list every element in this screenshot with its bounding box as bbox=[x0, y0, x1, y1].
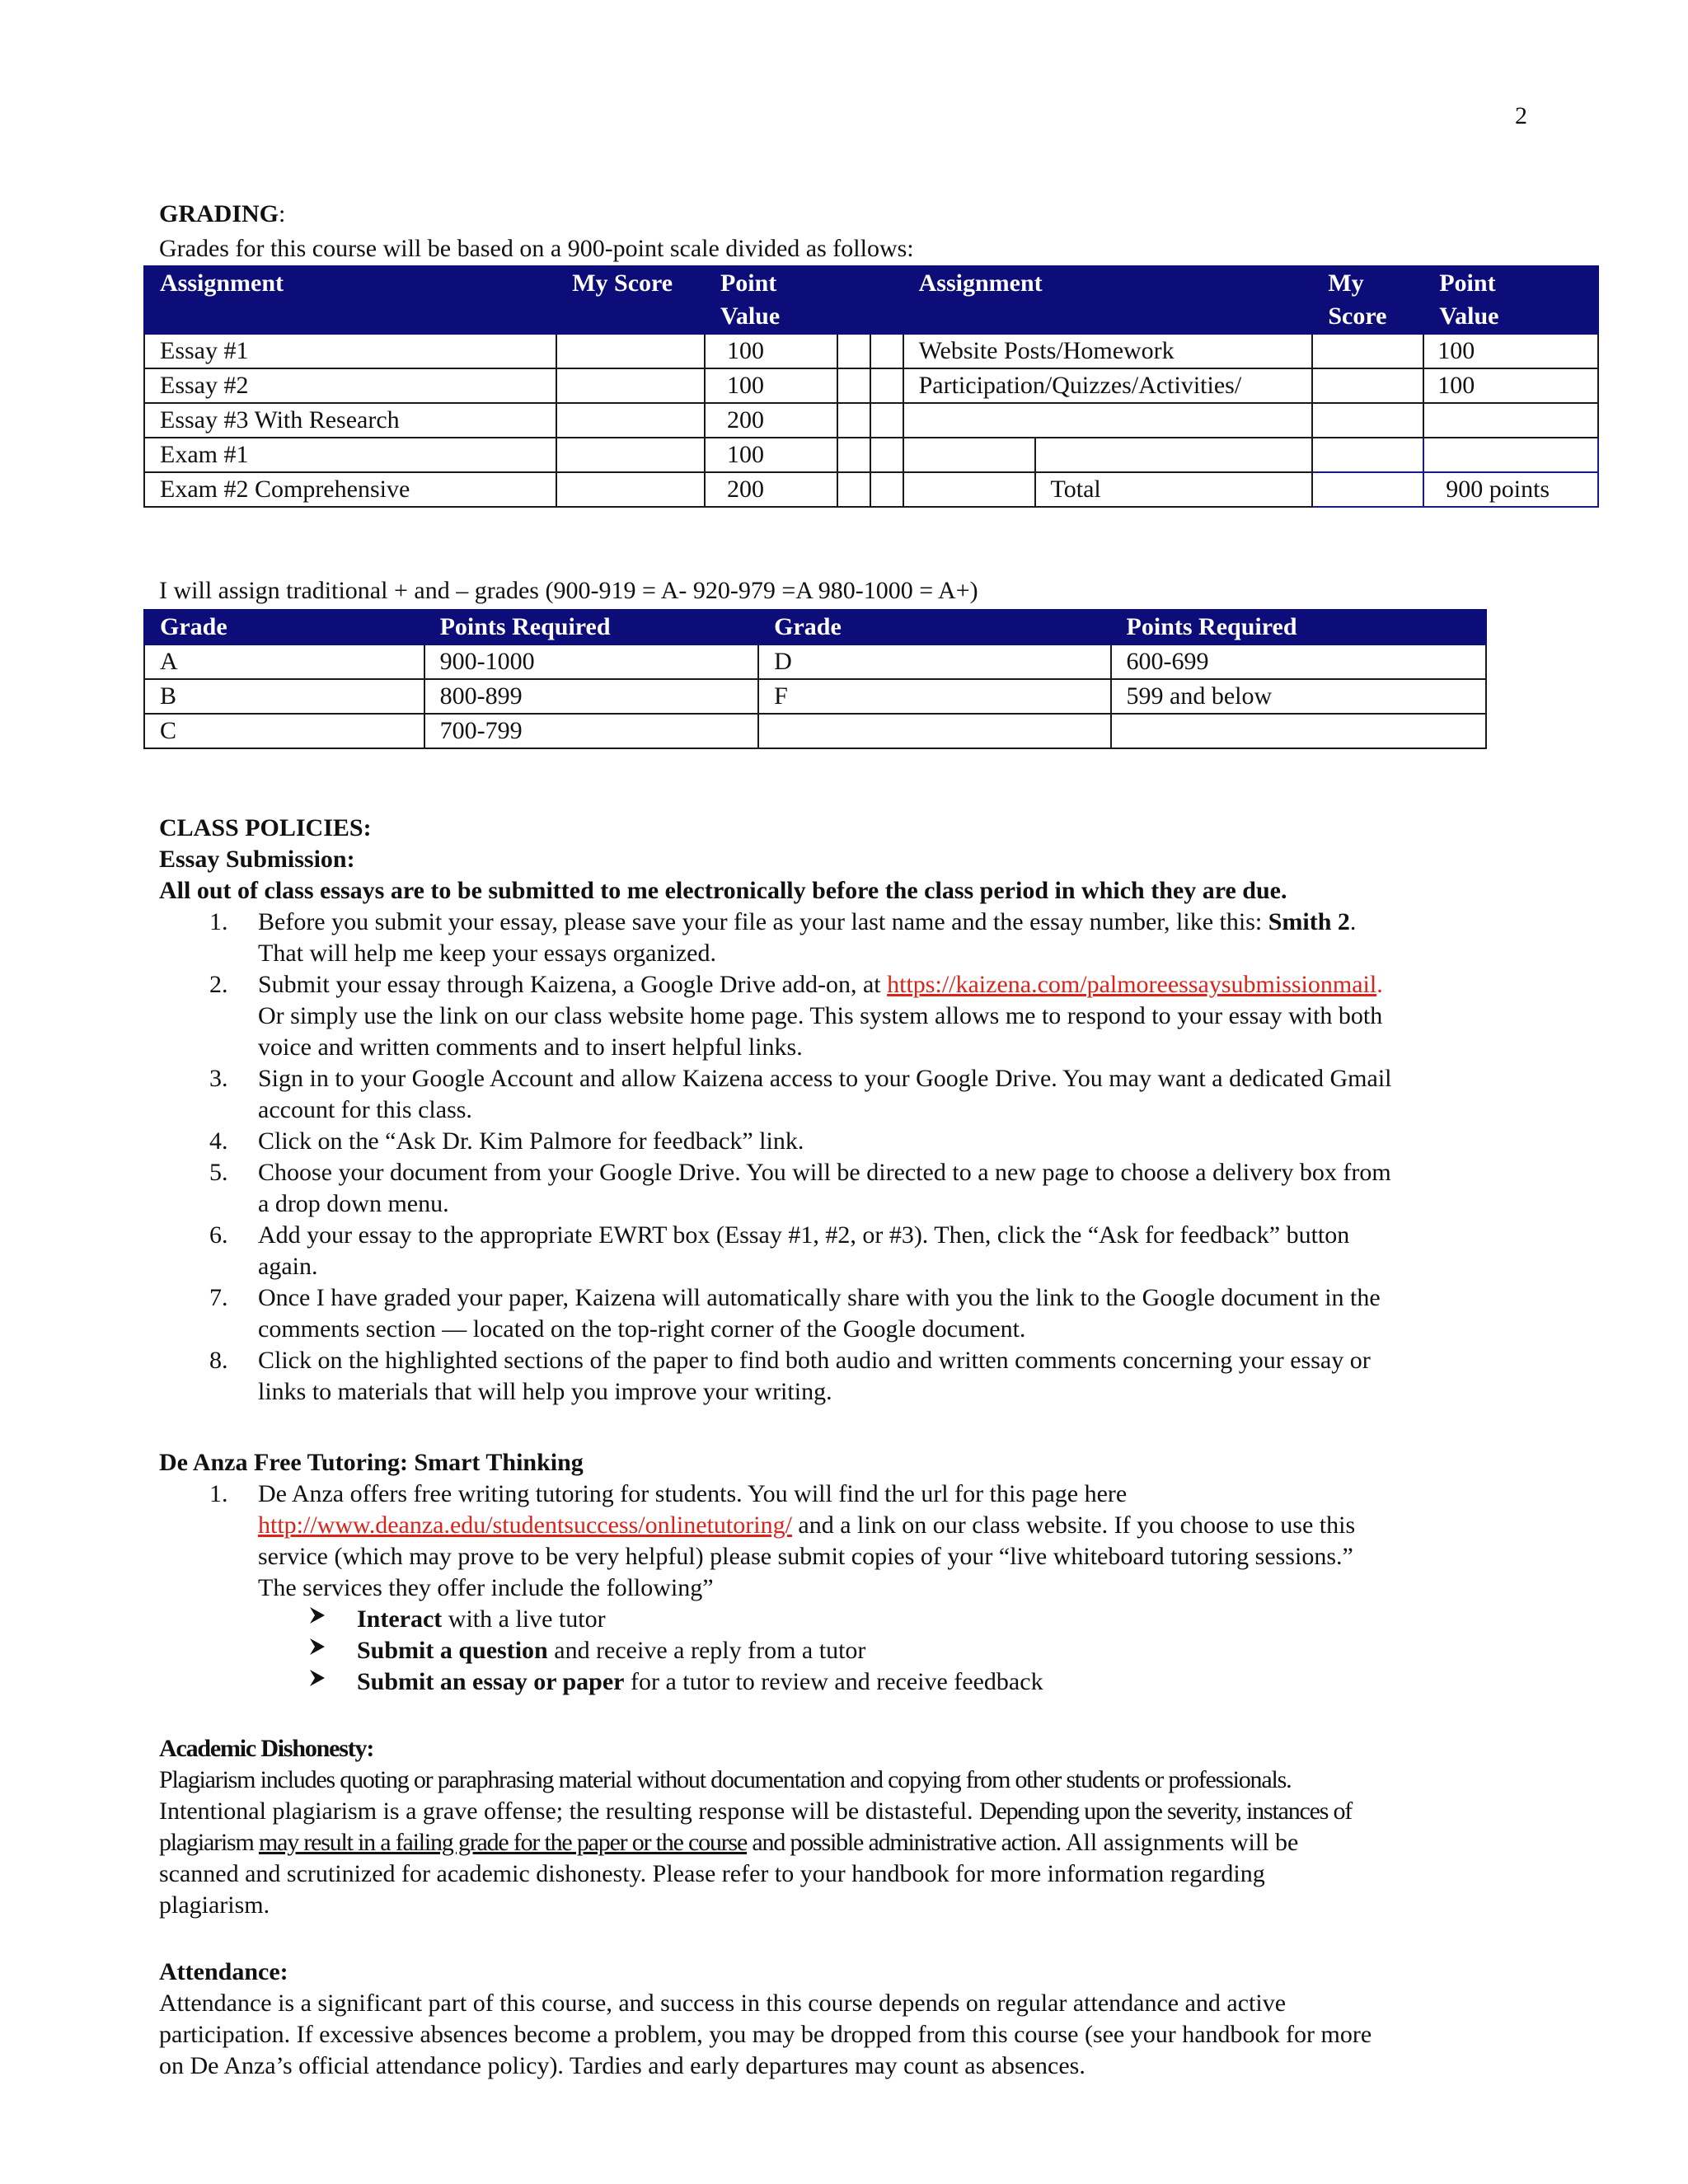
step-text: Add your essay to the appropriate EWRT box (Essay #1, #2, or #3). Then, click the “Ask for feedback” button bbox=[258, 1221, 1350, 1249]
my-score-cell bbox=[556, 403, 705, 438]
table-row bbox=[144, 334, 1598, 368]
header-points-required-2: Points Required bbox=[1111, 610, 1486, 644]
grading-table bbox=[143, 265, 1599, 508]
points-cell-2: 100 bbox=[1423, 368, 1598, 403]
header-score: Score bbox=[1328, 302, 1387, 330]
grading-intro: Grades for this course will be based on a 900-point scale divided as follows: bbox=[159, 235, 914, 262]
my-score-cell-2 bbox=[1312, 368, 1423, 403]
bullet-rest: for a tutor to review and receive feedback bbox=[624, 1668, 1043, 1695]
step-number: 3. bbox=[209, 1065, 228, 1092]
total-label: Total bbox=[1035, 472, 1313, 507]
grade-scale-table bbox=[143, 609, 1487, 749]
grading-heading-line bbox=[159, 199, 285, 230]
bullet-text bbox=[357, 1666, 1043, 1698]
bullet-bold: Interact bbox=[357, 1605, 443, 1633]
attendance-line: participation. If excessive absences become a problem, you may be dropped from this course (see your handbook for more bbox=[159, 2021, 1372, 2048]
tutoring-text-b: and a link on our class website. If you choose to use this bbox=[791, 1511, 1356, 1539]
my-score-cell-2 bbox=[1312, 334, 1423, 368]
table-row bbox=[144, 403, 1598, 438]
header-value: Value bbox=[720, 302, 781, 330]
table-row bbox=[144, 438, 1598, 472]
bullet-text bbox=[357, 1635, 865, 1666]
spacer-cell bbox=[837, 438, 870, 472]
header-point: Point bbox=[720, 269, 777, 297]
bullet-text bbox=[357, 1604, 606, 1635]
step-text-line: That will help me keep your essays organized. bbox=[258, 940, 716, 967]
bullet-bold: Submit a question bbox=[357, 1637, 548, 1664]
points-cell-2: 599 and below bbox=[1111, 679, 1486, 714]
policies-heading: CLASS POLICIES: bbox=[159, 814, 372, 841]
dishonesty-line: scanned and scrutinized for academic dishonesty. Please refer to your handbook for more information regarding bbox=[159, 1860, 1265, 1887]
step-number: 2. bbox=[209, 971, 228, 998]
header-spacer-1 bbox=[837, 266, 870, 334]
my-score-cell-2 bbox=[1312, 472, 1423, 507]
tutoring-text-line bbox=[258, 1510, 1355, 1541]
step-text-a: Before you submit your essay, please save your file as your last name and the essay number, like this: bbox=[258, 908, 1268, 935]
dishonesty-heading: Academic Dishonesty: bbox=[159, 1735, 374, 1762]
scale-intro: I will assign traditional + and – grades (900-919 = A- 920-979 =A 980-1000 = A+) bbox=[159, 577, 978, 604]
grading-heading: GRADING bbox=[159, 200, 279, 227]
step-text-bold: Smith 2 bbox=[1268, 908, 1350, 935]
step-number: 6. bbox=[209, 1221, 228, 1249]
step-text: Choose your document from your Google Drive. You will be directed to a new page to choose a delivery box from bbox=[258, 1159, 1391, 1186]
step-text-line: Or simply use the link on our class website home page. This system allows me to respond to your essay with both bbox=[258, 1002, 1383, 1029]
attendance-line: Attendance is a significant part of this course, and success in this course depends on regular attendance and active bbox=[159, 1990, 1287, 2017]
arrowhead-bullet-icon bbox=[308, 1635, 326, 1666]
step-text: Click on the “Ask Dr. Kim Palmore for feedback” link. bbox=[258, 1127, 804, 1155]
dishonesty-line: Plagiarism includes quoting or paraphrasing material without documentation and copying from other students or professionals. bbox=[159, 1766, 1292, 1793]
table-row bbox=[144, 472, 1598, 507]
header-point-value bbox=[705, 266, 837, 334]
bullet-bold: Submit an essay or paper bbox=[357, 1668, 625, 1695]
step-number: 7. bbox=[209, 1284, 228, 1311]
points-cell-2 bbox=[1423, 403, 1598, 438]
assignment-cell-2: Website Posts/Homework bbox=[903, 334, 1313, 368]
my-score-cell bbox=[556, 334, 705, 368]
step-number: 5. bbox=[209, 1159, 228, 1186]
assignment-cell-2a bbox=[903, 472, 1035, 507]
step-text bbox=[258, 907, 1356, 938]
my-score-cell-2 bbox=[1312, 438, 1423, 472]
step-text-line: again. bbox=[258, 1253, 318, 1280]
spacer-cell bbox=[870, 368, 903, 403]
step-number: 1. bbox=[209, 908, 228, 935]
header-assignment-2: Assignment bbox=[903, 266, 1313, 334]
table-row bbox=[144, 644, 1486, 679]
points-cell: 900-1000 bbox=[424, 644, 759, 679]
table-row bbox=[144, 714, 1486, 748]
points-cell: 200 bbox=[705, 403, 837, 438]
dishonesty-text-a: Intentional plagiarism is a grave offense; the resulting response will be distasteful. bbox=[159, 1797, 980, 1825]
header-assignment: Assignment bbox=[144, 266, 556, 334]
points-cell-2 bbox=[1111, 714, 1486, 748]
grade-cell-2 bbox=[758, 714, 1110, 748]
tutoring-text-line: service (which may prove to be very helpful) please submit copies of your “live whiteboard tutoring sessions.” bbox=[258, 1543, 1353, 1570]
spacer-cell bbox=[837, 334, 870, 368]
step-text-a: Submit your essay through Kaizena, a Google Drive add-on, at bbox=[258, 971, 888, 998]
total-value: 900 points bbox=[1423, 472, 1598, 507]
spacer-cell bbox=[837, 403, 870, 438]
assignment-cell-2: Participation/Quizzes/Activities/ bbox=[903, 368, 1313, 403]
submission-lead: All out of class essays are to be submitted to me electronically before the class period in which they are due. bbox=[159, 877, 1287, 904]
page-number: 2 bbox=[1515, 102, 1527, 129]
dishonesty-line: plagiarism. bbox=[159, 1891, 270, 1919]
spacer-cell bbox=[870, 403, 903, 438]
bullet-rest: with a live tutor bbox=[442, 1605, 606, 1633]
step-text-line: links to materials that will help you improve your writing. bbox=[258, 1378, 832, 1405]
spacer-cell bbox=[837, 368, 870, 403]
step-text-line: a drop down menu. bbox=[258, 1190, 449, 1217]
assignment-cell-2b bbox=[1035, 438, 1313, 472]
points-cell: 700-799 bbox=[424, 714, 759, 748]
my-score-cell bbox=[556, 472, 705, 507]
points-cell: 800-899 bbox=[424, 679, 759, 714]
grade-cell: A bbox=[144, 644, 424, 679]
dishonesty-text-d: All assignments will be bbox=[1060, 1829, 1299, 1856]
header-spacer-2 bbox=[870, 266, 903, 334]
tutoring-text-line: The services they offer include the following” bbox=[258, 1574, 714, 1601]
arrowhead-bullet-icon bbox=[308, 1604, 326, 1635]
dishonesty-text-a: plagiarism bbox=[159, 1829, 259, 1856]
dishonesty-line bbox=[159, 1796, 1352, 1827]
my-score-cell bbox=[556, 368, 705, 403]
step-text: Sign in to your Google Account and allow Kaizena access to your Google Drive. You may want a dedicated Gmail bbox=[258, 1065, 1392, 1092]
step-text-line: voice and written comments and to insert helpful links. bbox=[258, 1033, 803, 1061]
grade-cell-2: F bbox=[758, 679, 1110, 714]
attendance-line: on De Anza’s official attendance policy). Tardies and early departures may count as absences. bbox=[159, 2052, 1085, 2079]
points-cell: 100 bbox=[705, 438, 837, 472]
step-text-c: . bbox=[1376, 971, 1383, 998]
header-value-2: Value bbox=[1439, 302, 1499, 330]
step-number: 8. bbox=[209, 1347, 228, 1374]
kaizena-link[interactable]: https://kaizena.com/palmoreessaysubmissionmail bbox=[887, 971, 1377, 998]
points-cell: 100 bbox=[705, 334, 837, 368]
spacer-cell bbox=[870, 438, 903, 472]
assignment-cell: Essay #2 bbox=[144, 368, 556, 403]
attendance-heading: Attendance: bbox=[159, 1958, 288, 1985]
header-grade-2: Grade bbox=[758, 610, 1110, 644]
dishonesty-text-c: and possible administrative action. bbox=[747, 1829, 1061, 1856]
assignment-cell-2a bbox=[903, 438, 1035, 472]
table-row bbox=[144, 679, 1486, 714]
assignment-cell: Exam #2 Comprehensive bbox=[144, 472, 556, 507]
step-number: 4. bbox=[209, 1127, 228, 1155]
grade-cell: B bbox=[144, 679, 424, 714]
header-point-2: Point bbox=[1439, 269, 1496, 297]
my-score-cell bbox=[556, 438, 705, 472]
arrowhead-bullet-icon bbox=[308, 1666, 326, 1698]
assignment-cell-2 bbox=[903, 403, 1313, 438]
points-cell-2: 100 bbox=[1423, 334, 1598, 368]
step-text: Click on the highlighted sections of the paper to find both audio and written comments concerning your essay or bbox=[258, 1347, 1371, 1374]
assignment-cell: Essay #1 bbox=[144, 334, 556, 368]
grade-cell-2: D bbox=[758, 644, 1110, 679]
bullet-rest: and receive a reply from a tutor bbox=[547, 1637, 866, 1664]
spacer-cell bbox=[870, 472, 903, 507]
my-score-cell-2 bbox=[1312, 403, 1423, 438]
step-text-line: account for this class. bbox=[258, 1096, 472, 1123]
header-grade: Grade bbox=[144, 610, 424, 644]
step-text-line: comments section — located on the top-right corner of the Google document. bbox=[258, 1315, 1026, 1343]
step-text: Once I have graded your paper, Kaizena will automatically share with you the link to the Google document in the bbox=[258, 1284, 1381, 1311]
tutoring-text: De Anza offers free writing tutoring for students. You will find the url for this page here bbox=[258, 1480, 1128, 1507]
spacer-cell bbox=[837, 472, 870, 507]
submission-heading: Essay Submission: bbox=[159, 846, 355, 873]
spacer-cell bbox=[870, 334, 903, 368]
points-cell-2 bbox=[1423, 438, 1598, 472]
header-my-score-2 bbox=[1312, 266, 1423, 334]
grade-cell: C bbox=[144, 714, 424, 748]
dishonesty-line bbox=[159, 1827, 1298, 1858]
tutoring-heading: De Anza Free Tutoring: Smart Thinking bbox=[159, 1449, 584, 1476]
header-my: My bbox=[1328, 269, 1364, 297]
step-text-c: . bbox=[1349, 908, 1357, 935]
tutoring-link[interactable]: http://www.deanza.edu/studentsuccess/onlinetutoring/ bbox=[258, 1511, 792, 1539]
grading-colon: : bbox=[279, 200, 286, 227]
points-cell: 100 bbox=[705, 368, 837, 403]
dishonesty-text-b: Depending upon the severity, instances of bbox=[979, 1797, 1353, 1825]
header-my-score: My Score bbox=[556, 266, 705, 334]
step-text bbox=[258, 969, 1383, 1001]
table-row bbox=[144, 368, 1598, 403]
assignment-cell: Essay #3 With Research bbox=[144, 403, 556, 438]
tutoring-number: 1. bbox=[209, 1480, 228, 1507]
header-points-required: Points Required bbox=[424, 610, 759, 644]
assignment-cell: Exam #1 bbox=[144, 438, 556, 472]
header-point-value-2 bbox=[1423, 266, 1598, 334]
points-cell-2: 600-699 bbox=[1111, 644, 1486, 679]
dishonesty-underlined: may result in a failing grade for the paper or the course bbox=[258, 1829, 748, 1856]
points-cell: 200 bbox=[705, 472, 837, 507]
